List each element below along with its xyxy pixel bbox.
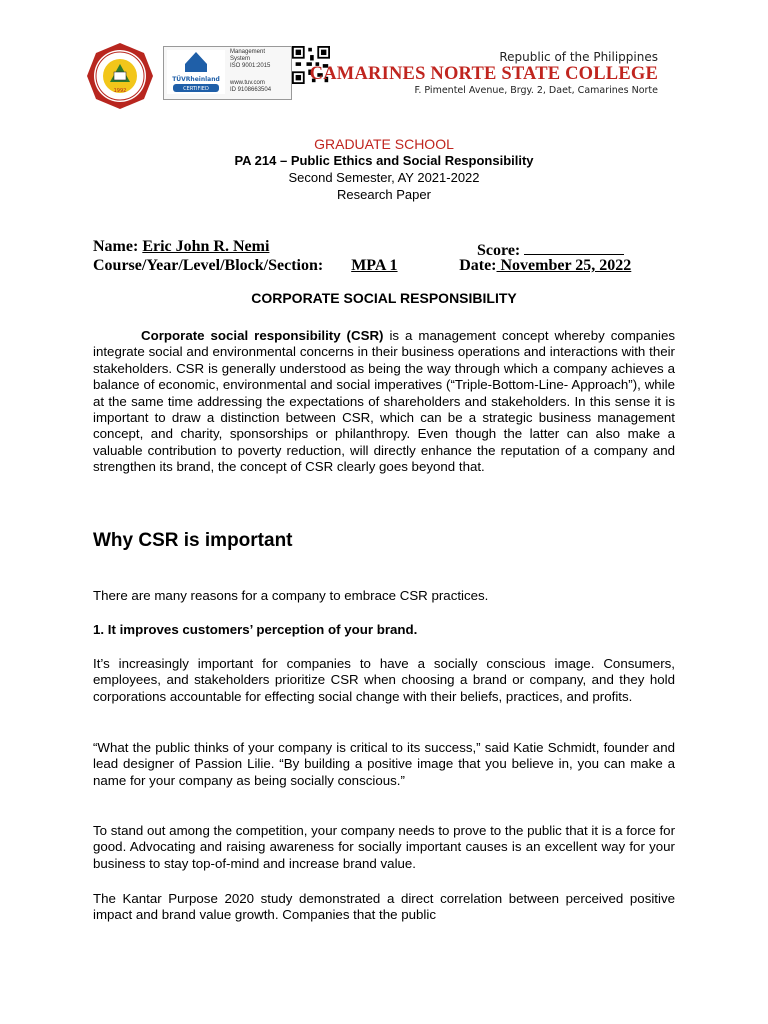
cert-id: ID 9108663504 — [230, 87, 272, 93]
section-title: Why CSR is important — [93, 530, 293, 551]
cert-brand: TÜVRheinland — [172, 76, 220, 83]
semester-label: Second Semester, AY 2021-2022 — [288, 170, 480, 185]
document-type: Research Paper — [337, 187, 431, 202]
paragraph: There are many reasons for a company to embrace CSR practices. — [93, 588, 489, 603]
graduate-school-label: GRADUATE SCHOOL — [314, 136, 454, 152]
tuv-logo — [167, 50, 225, 94]
intro-text: is a management concept whereby companies integrate social and environmental concerns in their business operations and interactions with their stakeholders. CSR is generally understood as being the way through which a company achieves a balance of economic, environmental and social imperatives (“Triple-Bottom-Line- Approach”), while at the same time addressing the expectations of shareholders and stakeholders. In this sense it is important to draw a distinction between CSR, which can be a strategic business management concept, and charity, sponsorships or philanthropy. Even though the latter can also make a valuable contribution to poverty reduction, will directly enhance the reputation of a company and strengthen its brand, the concept of CSR clearly goes beyond that. — [93, 328, 675, 475]
course-title: PA 214 – Public Ethics and Social Responsibility — [234, 153, 534, 168]
section-value: MPA 1 — [351, 257, 398, 274]
name-line — [93, 238, 269, 256]
seal-year: 1992 — [113, 88, 127, 94]
cert-line: Management — [230, 49, 266, 55]
republic-text: Republic of the Philippines — [499, 50, 658, 64]
cert-line: System — [230, 56, 251, 62]
paragraph: “What the public thinks of your company is critical to its success,” said Katie Schmidt, founder and lead designer of Passion Lilie. “By building a positive image that you believe in, you can make a name for your company as being socially conscious.” — [93, 740, 675, 788]
cert-url: www.tuv.com — [230, 80, 265, 86]
paragraph: The Kantar Purpose 2020 study demonstrated a direct correlation between perceived positive impact and brand value growth. Companies that the public — [93, 891, 675, 923]
date-label: Date: — [459, 257, 497, 274]
name-label: Name: — [93, 238, 143, 255]
section-line — [93, 257, 631, 275]
paragraph: To stand out among the competition, your company needs to prove to the public that it is a force for good. Advocating and raising awareness for socially important causes is an excellent way for your business to stay top-of-mind and increase brand value. — [93, 823, 675, 871]
intro-paragraph — [93, 328, 675, 476]
paragraph: It’s increasingly important for companies to have a socially conscious image. Consumers, employees, and stakeholders prioritize CSR when choosing a brand or company, and they hold corporations accountable for effecting social change with their beliefs, practices, and profits. — [93, 656, 675, 704]
cert-text — [230, 49, 271, 94]
paper-heading: CORPORATE SOCIAL RESPONSIBILITY — [251, 290, 517, 306]
college-name: CAMARINES NORTE STATE COLLEGE — [309, 64, 658, 84]
college-seal-logo — [86, 42, 154, 110]
score-label: Score: — [477, 242, 525, 259]
section-label: Course/Year/Level/Block/Section: — [93, 257, 324, 274]
score-blank — [524, 238, 624, 255]
cert-label: CERTIFIED — [183, 86, 209, 92]
subheading: 1. It improves customers’ perception of your brand. — [93, 622, 418, 637]
student-name: Eric John R. Nemi — [142, 238, 270, 255]
date-value: November 25, 2022 — [496, 257, 632, 274]
cert-line: ISO 9001:2015 — [230, 63, 271, 69]
intro-lead: Corporate social responsibility (CSR) — [141, 328, 384, 343]
college-address: F. Pimentel Avenue, Brgy. 2, Daet, Camarines Norte — [414, 85, 658, 96]
iso-certification-badge — [163, 46, 292, 100]
